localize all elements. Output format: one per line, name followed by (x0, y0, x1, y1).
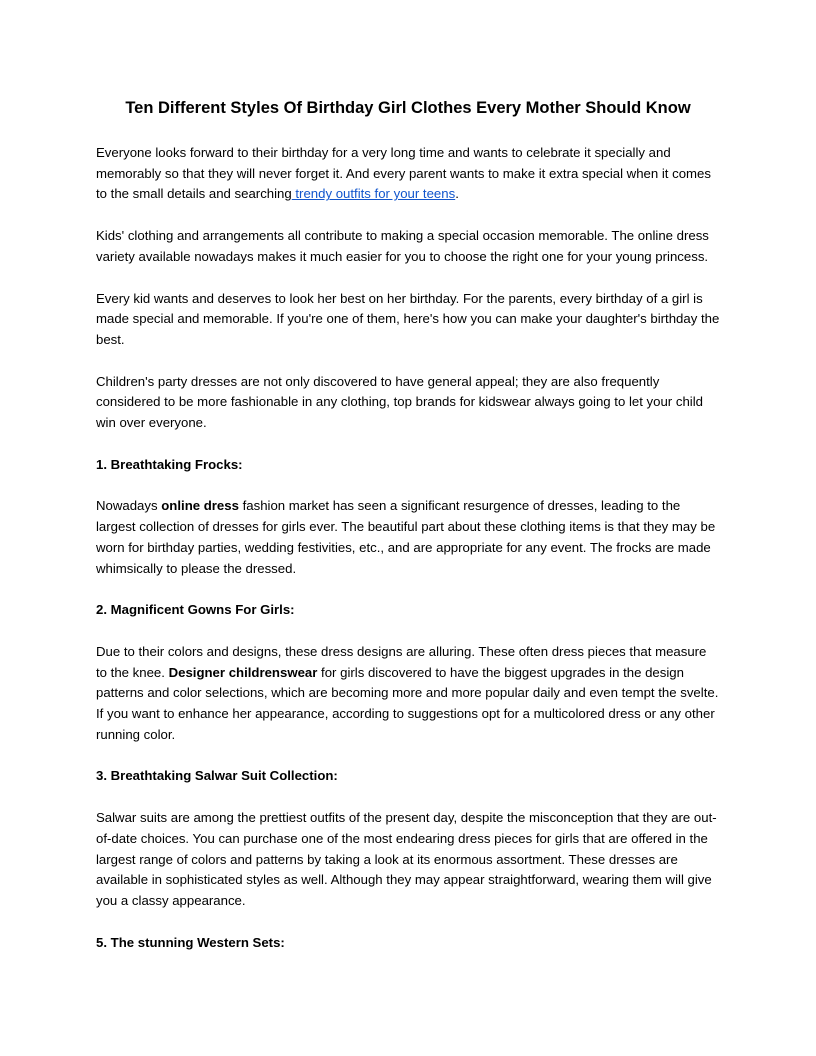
gowns-text-end: for girls discovered to have the biggest upgrades in the design patterns and color selections, which are becoming more and more popular daily and even tempt the svelte. If you want to enhance her appearance, according to suggestions opt for a multicolored dress or any other running color. (96, 664, 719, 742)
section-heading-salwar: 3. Breathtaking Salwar Suit Collection: (96, 768, 338, 784)
section-heading-frocks: 1. Breathtaking Frocks: (96, 456, 243, 472)
frocks-text-start: Nowadays (96, 498, 162, 514)
paragraph-kids-clothing: Kids' clothing and arrangements all contribute to making a special occasion memorable. The online dress variety available nowadays makes it much easier for you to choose the right one for your young princess. (96, 228, 709, 264)
document-title: Ten Different Styles Of Birthday Girl Clothes Every Mother Should Know (125, 99, 691, 117)
paragraph-salwar: Salwar suits are among the prettiest outfits of the present day, despite the misconception that they are out-of-date choices. You can purchase one of the most endearing dress pieces for girls that are offered in the largest range of colors and patterns by taking a look at its enormous assortment. These dresses are available in sophisticated styles as well. Although they may appear straightforward, wearing them will give you a classy appearance. (96, 810, 717, 908)
gowns-text-start: Due to their colors and designs, these dress designs are alluring. These often dress pieces that measure to the knee. (96, 643, 707, 680)
frocks-text-end: fashion market has seen a significant resurgence of dresses, leading to the largest collection of dresses for girls ever. The beautiful part about these clothing items is that they may be worn for birthday parties, wedding festivities, etc., and are appropriate for any event. The frocks are made whimsically to please the dressed. (96, 498, 716, 576)
paragraph-party-dresses: Children's party dresses are not only discovered to have general appeal; they are also frequently considered to be more fashionable in any clothing, top brands for kidswear always going to let your child win over everyone. (96, 373, 703, 431)
trendy-outfits-link[interactable]: trendy outfits for your teens (291, 186, 456, 202)
paragraph-every-kid: Every kid wants and deserves to look her best on her birthday. For the parents, every birthday of a girl is made special and memorable. If you're one of them, here's how you can make your daughter's birthday the best. (96, 290, 720, 347)
intro-paragraph (96, 143, 720, 205)
intro-text: Everyone looks forward to their birthday for a very long time and wants to celebrate it specially and memorably so that they will never forget it. And every parent wants to make it extra special when it comes to the small details and searching (96, 145, 711, 202)
document-page (96, 96, 720, 953)
section-heading-western: 5. The stunning Western Sets: (96, 934, 285, 950)
intro-text-end: . (455, 186, 459, 202)
designer-childrenswear-bold: Designer childrenswear (168, 664, 318, 680)
section-heading-gowns: 2. Magnificent Gowns For Girls: (96, 602, 295, 618)
paragraph-gowns (96, 642, 720, 746)
paragraph-frocks (96, 496, 720, 579)
online-dress-bold: online dress (161, 498, 239, 514)
